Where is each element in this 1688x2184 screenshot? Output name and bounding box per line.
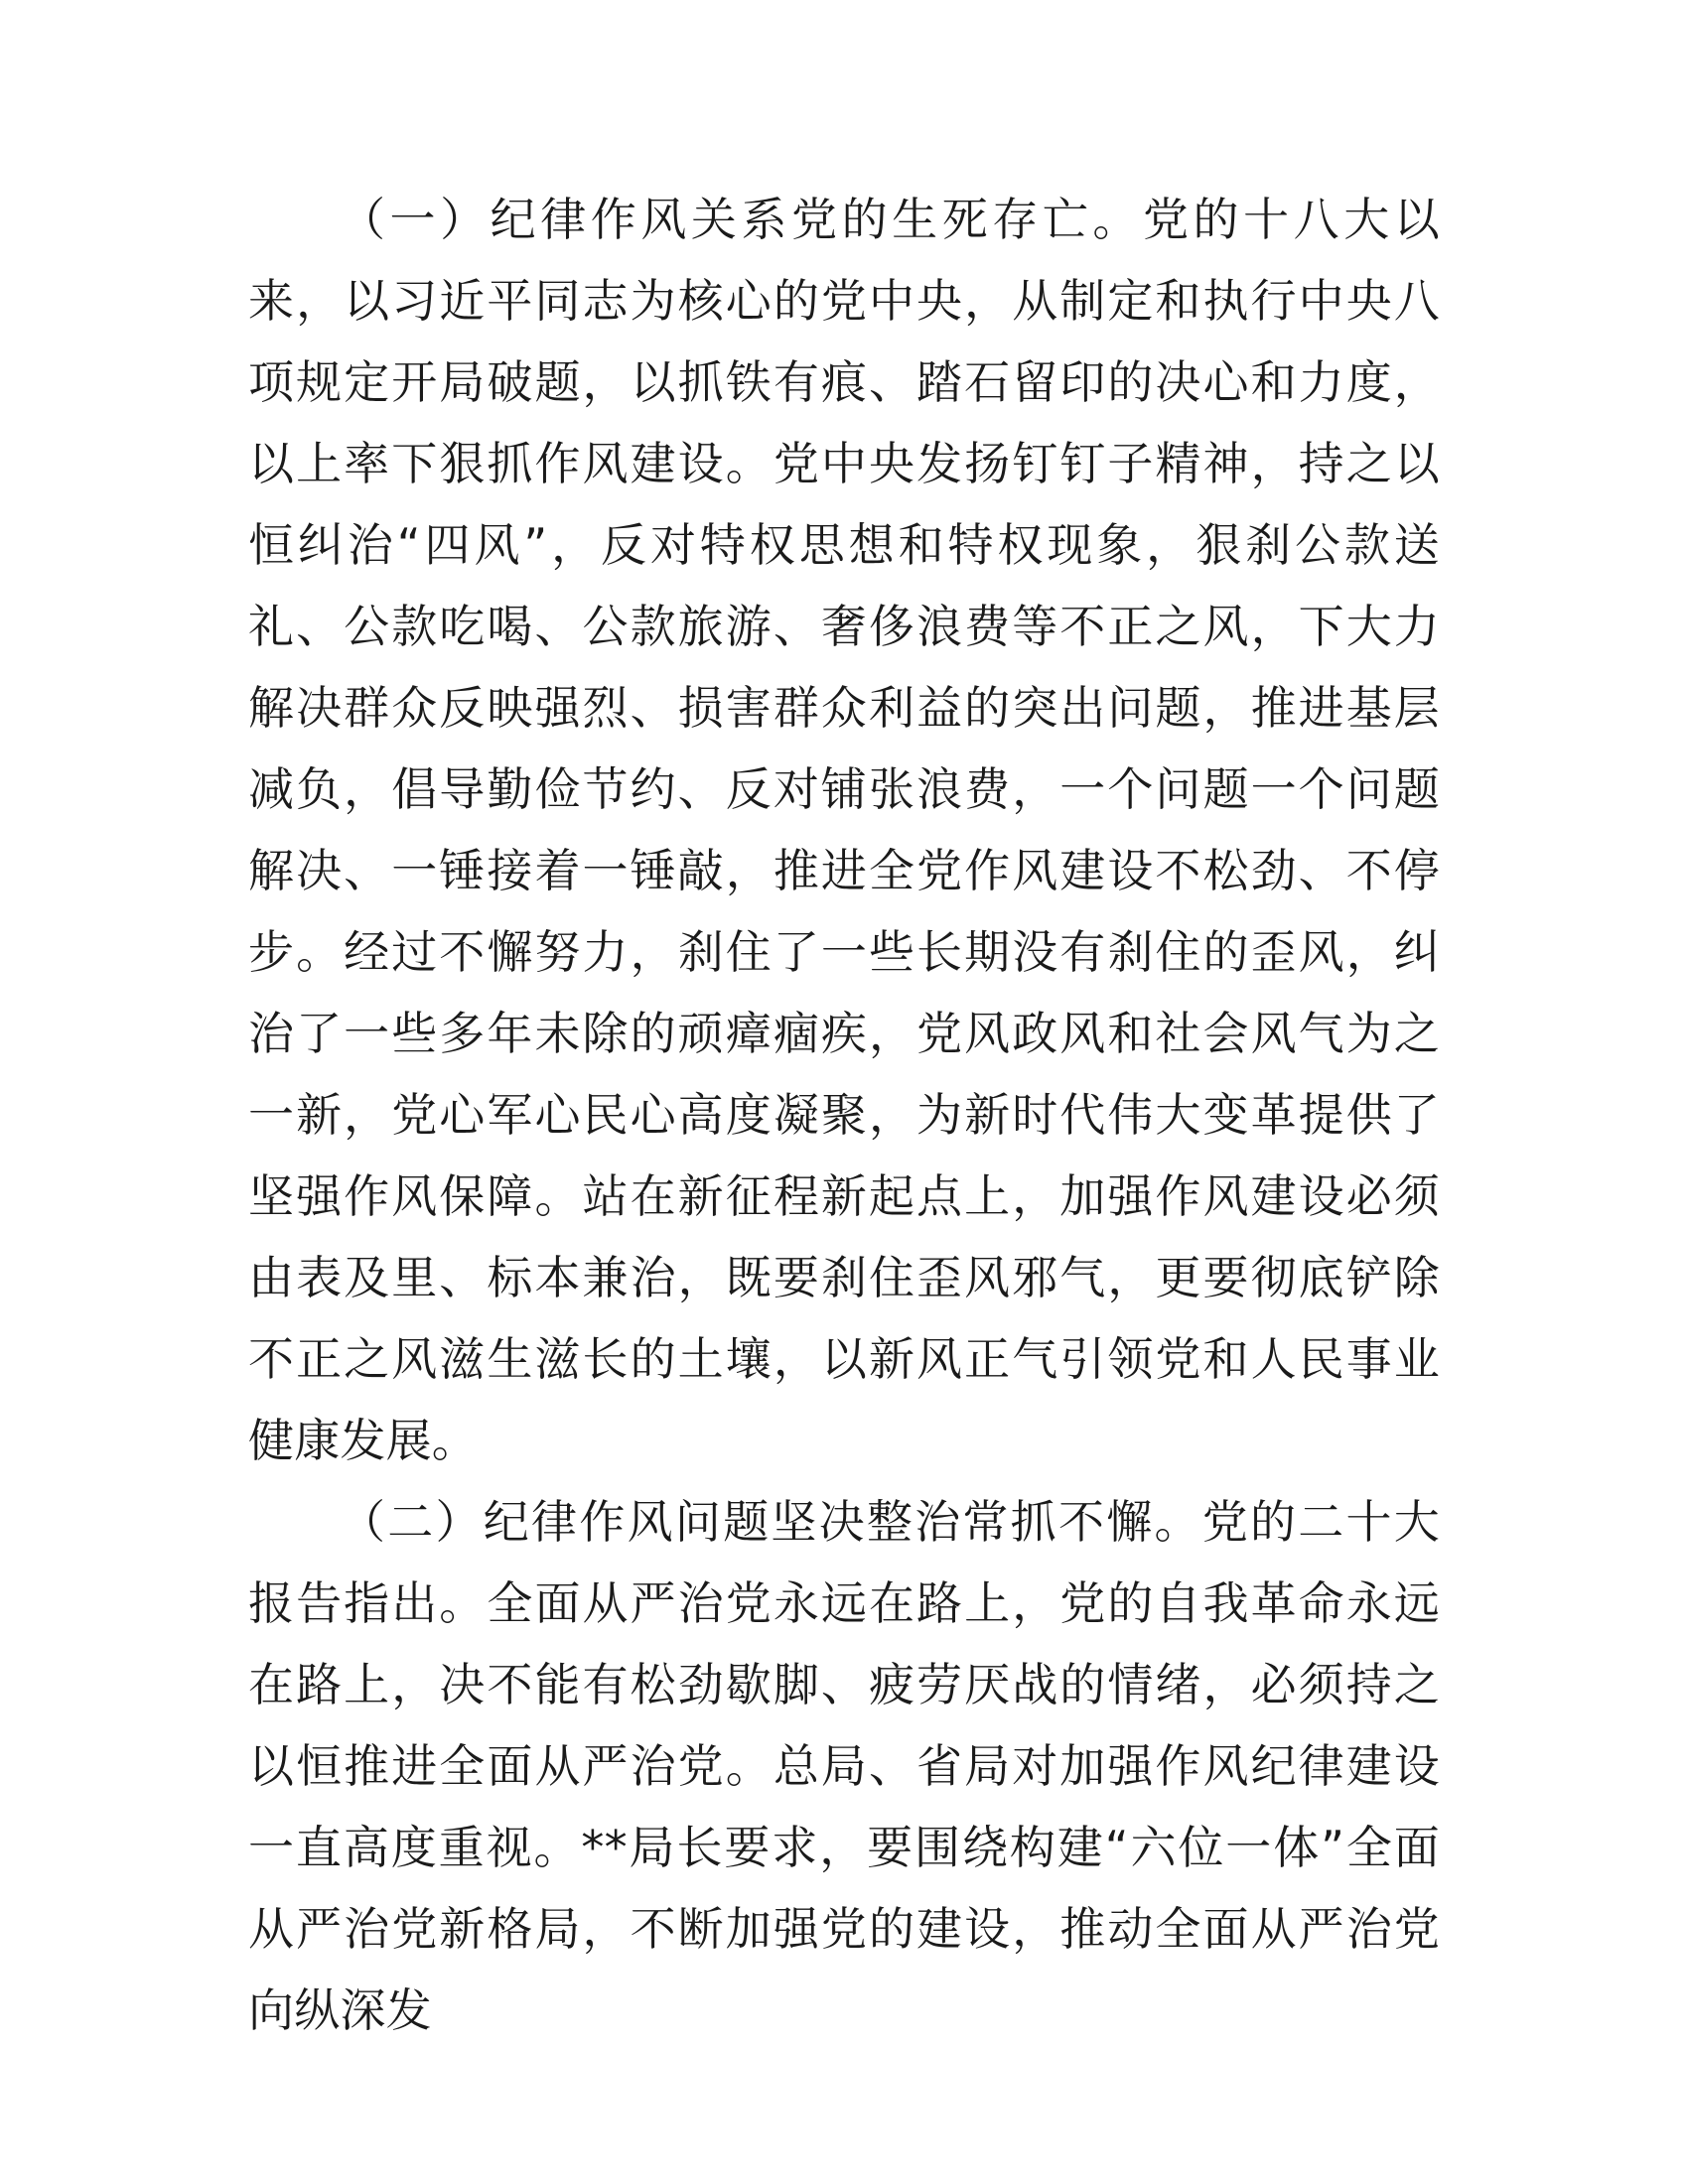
paragraph-1: （一）纪律作风关系党的生死存亡。党的十八大以来，以习近平同志为核心的党中央，从制定和执行中央八项规定开局破题，以抓铁有痕、踏石留印的决心和力度，以上率下狠抓作风建设。党中央发扬钉钉子精神，持之以恒纠治“四风”，反对特权思想和特权现象，狠刹公款送礼、公款吃喝、公款旅游、奢侈浪费等不正之风，下大力解决群众反映强烈、损害群众利益的突出问题，推进基层减负，倡导勤俭节约、反对铺张浪费，一个问题一个问题解决、一锤接着一锤敲，推进全党作风建设不松劲、不停步。经过不懈努力，刹住了一些长期没有刹住的歪风，纠治了一些多年未除的顽瘴痼疾，党风政风和社会风气为之一新，党心军心民心高度凝聚，为新时代伟大变革提供了坚强作风保障。站在新征程新起点上，加强作风建设必须由表及里、标本兼治，既要刹住歪风邪气，更要彻底铲除不正之风滋生滋长的土壤，以新风正气引领党和人民事业健康发展。 xyxy=(248,193,1440,1467)
document-body xyxy=(248,179,1440,2051)
paragraph-2: （二）纪律作风问题坚决整治常抓不懈。党的二十大报告指出。全面从严治党永远在路上，党的自我革命永远在路上，决不能有松劲歇脚、疲劳厌战的情绪，必须持之以恒推进全面从严治党。总局、省局对加强作风纪律建设一直高度重视。**局长要求，要围绕构建“六位一体”全面从严治党新格局，不断加强党的建设，推动全面从严治党向纵深发 xyxy=(248,1495,1440,2037)
